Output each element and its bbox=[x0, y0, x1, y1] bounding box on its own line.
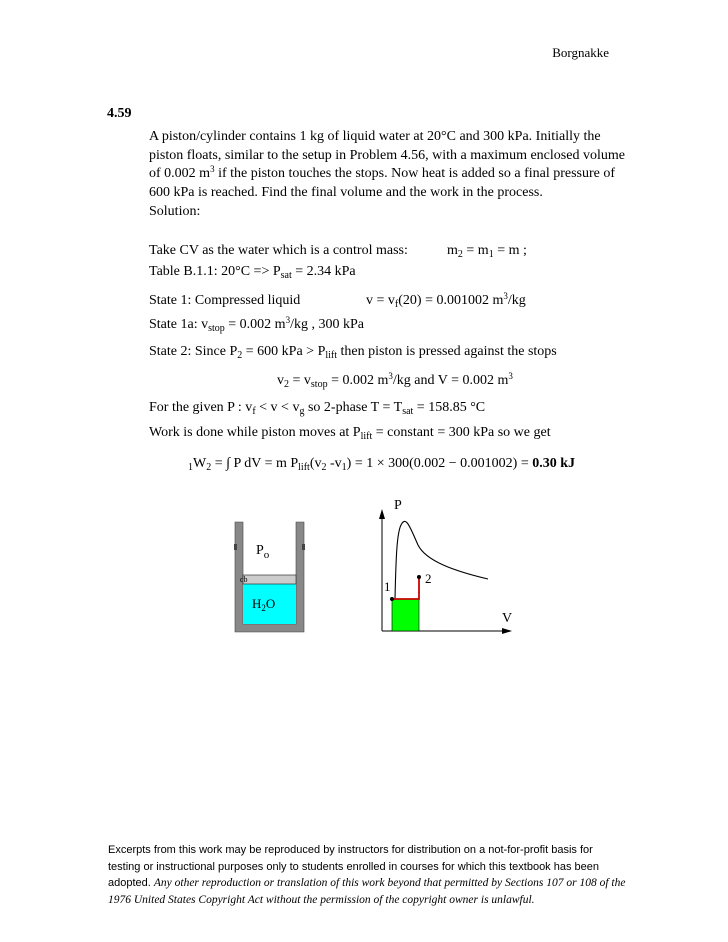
s1-sup: 3 bbox=[503, 291, 508, 301]
gp-subsat: sat bbox=[402, 406, 414, 417]
w-sub2: 2 bbox=[206, 462, 212, 473]
s2-sublift: lift bbox=[325, 350, 338, 361]
s1a-sub: stop bbox=[208, 323, 225, 334]
v2-substop: stop bbox=[310, 379, 328, 390]
gp-subg: g bbox=[299, 406, 305, 417]
work-line bbox=[149, 424, 551, 441]
problem-statement bbox=[149, 128, 627, 202]
s1-c: /kg bbox=[507, 293, 526, 308]
gp-b: < v < v bbox=[255, 400, 300, 415]
state2-line bbox=[149, 343, 557, 360]
s1a-sup: 3 bbox=[285, 315, 291, 325]
state2-label: 2 bbox=[425, 571, 432, 586]
s1a-a: State 1a: v bbox=[149, 317, 209, 332]
problem-number: 4.59 bbox=[107, 106, 132, 121]
statement-part-a: A piston/cylinder contains 1 kg of liquid water at 20°C and 300 kPa. Initially the piston floats, similar to the setup in Problem 4.56, with a maximum enclosed volume of 0.002 m bbox=[149, 129, 625, 181]
p-axis-arrow bbox=[379, 509, 385, 519]
copyright-footer bbox=[108, 842, 628, 908]
work-equation bbox=[188, 455, 575, 472]
table-sub: sat bbox=[280, 270, 292, 281]
cv-mass-eq bbox=[447, 242, 527, 259]
gp-d: = 158.85 °C bbox=[413, 400, 486, 415]
given-p-line bbox=[149, 399, 485, 416]
v2-eq bbox=[277, 372, 513, 389]
v2-sub2: 2 bbox=[284, 379, 289, 390]
table-b: = 2.34 kPa bbox=[291, 264, 356, 279]
w-a: = ∫ P dV = m P bbox=[211, 456, 299, 471]
w-s1: 1 bbox=[341, 462, 347, 473]
state1a-line bbox=[149, 316, 364, 333]
v2-d: /kg and V = 0.002 m bbox=[392, 373, 509, 388]
piston bbox=[243, 575, 296, 584]
s1-b: (20) = 0.001002 m bbox=[398, 293, 504, 308]
gp-c: so 2-phase T = T bbox=[304, 400, 403, 415]
v-axis-arrow bbox=[502, 628, 512, 634]
cv-line: Take CV as the water which is a control mass: bbox=[149, 243, 408, 258]
w-W: W bbox=[193, 456, 207, 471]
state1-point bbox=[390, 597, 394, 601]
w-c: -v bbox=[326, 456, 342, 471]
state1-label: State 1: Compressed liquid bbox=[149, 293, 301, 308]
statement-part-b: if the piston touches the stops. Now heat is added so a final pressure of 600 kPa is reached. Find the final volume and the work in the process. bbox=[149, 166, 616, 200]
footer-text-a: Excerpts from this work may be reproduced by instructors for distribution on a not-for-profit basis for testing or instructional purposes only to students enrolled in courses for which this textbook has been adopted. bbox=[108, 844, 599, 889]
cv-m: m bbox=[447, 243, 458, 258]
w-d: ) = 1 × 300(0.002 − 0.001002) = bbox=[346, 456, 533, 471]
footer-text-b: Any other reproduction or translation of this work beyond that permitted by Sections 107 or 108 of the 1976 United States Copyright Act without the permission of the copyright owner is unlawful. bbox=[108, 877, 626, 906]
s1a-c: /kg , 300 kPa bbox=[290, 317, 364, 332]
v2-a: v bbox=[277, 373, 284, 388]
v2-c: = 0.002 m bbox=[327, 373, 389, 388]
piston-cylinder-figure bbox=[230, 520, 310, 635]
s1a-b: = 0.002 m bbox=[224, 317, 286, 332]
v2-b: = v bbox=[289, 373, 311, 388]
cb-label: cb bbox=[240, 575, 248, 584]
s2-b: = 600 kPa > P bbox=[242, 344, 326, 359]
gp-a: For the given P : v bbox=[149, 400, 253, 415]
table-line bbox=[149, 263, 356, 280]
saturation-dome bbox=[395, 521, 488, 599]
s1-a: v = v bbox=[366, 293, 395, 308]
cv-end: = m ; bbox=[493, 243, 527, 258]
w-sublift: lift bbox=[298, 462, 310, 473]
work-a: Work is done while piston moves at P bbox=[149, 425, 361, 440]
po-label: $P_o$ bbox=[256, 543, 270, 561]
s2-c: then piston is pressed against the stops bbox=[337, 344, 557, 359]
work-b: = constant = 300 kPa so we get bbox=[372, 425, 551, 440]
stop-left bbox=[234, 544, 237, 550]
work-area bbox=[392, 599, 419, 631]
state2-point bbox=[417, 575, 421, 579]
v2-sup1: 3 bbox=[388, 371, 393, 381]
v-axis-label: V bbox=[502, 611, 513, 626]
statement-sup: 3 bbox=[210, 164, 215, 174]
pv-diagram bbox=[370, 495, 520, 635]
process-path bbox=[392, 577, 419, 599]
w-pre: 1 bbox=[188, 462, 193, 473]
cv-sub2: 2 bbox=[457, 249, 463, 260]
gp-subf: f bbox=[252, 406, 256, 417]
cv-mid: = m bbox=[462, 243, 489, 258]
w-s2: 2 bbox=[321, 462, 327, 473]
table-a: Table B.1.1: 20°C => P bbox=[149, 264, 281, 279]
s2-a: State 2: Since P bbox=[149, 344, 238, 359]
work-sub: lift bbox=[360, 431, 373, 442]
cv-sub1: 1 bbox=[488, 249, 494, 260]
state1-eq bbox=[366, 292, 526, 309]
w-b: (v bbox=[309, 456, 322, 471]
s2-sub2: 2 bbox=[237, 350, 243, 361]
stop-right bbox=[302, 544, 305, 550]
author-header: Borgnakke bbox=[552, 45, 609, 60]
v2-sup2: 3 bbox=[508, 371, 513, 381]
solution-label: Solution: bbox=[149, 204, 201, 219]
s1-sub: f bbox=[394, 299, 399, 310]
p-axis-label: P bbox=[394, 498, 402, 513]
h2o-label: $H_2O$ bbox=[252, 596, 276, 613]
work-result: 0.30 kJ bbox=[532, 456, 576, 471]
state1-label: 1 bbox=[384, 579, 391, 594]
